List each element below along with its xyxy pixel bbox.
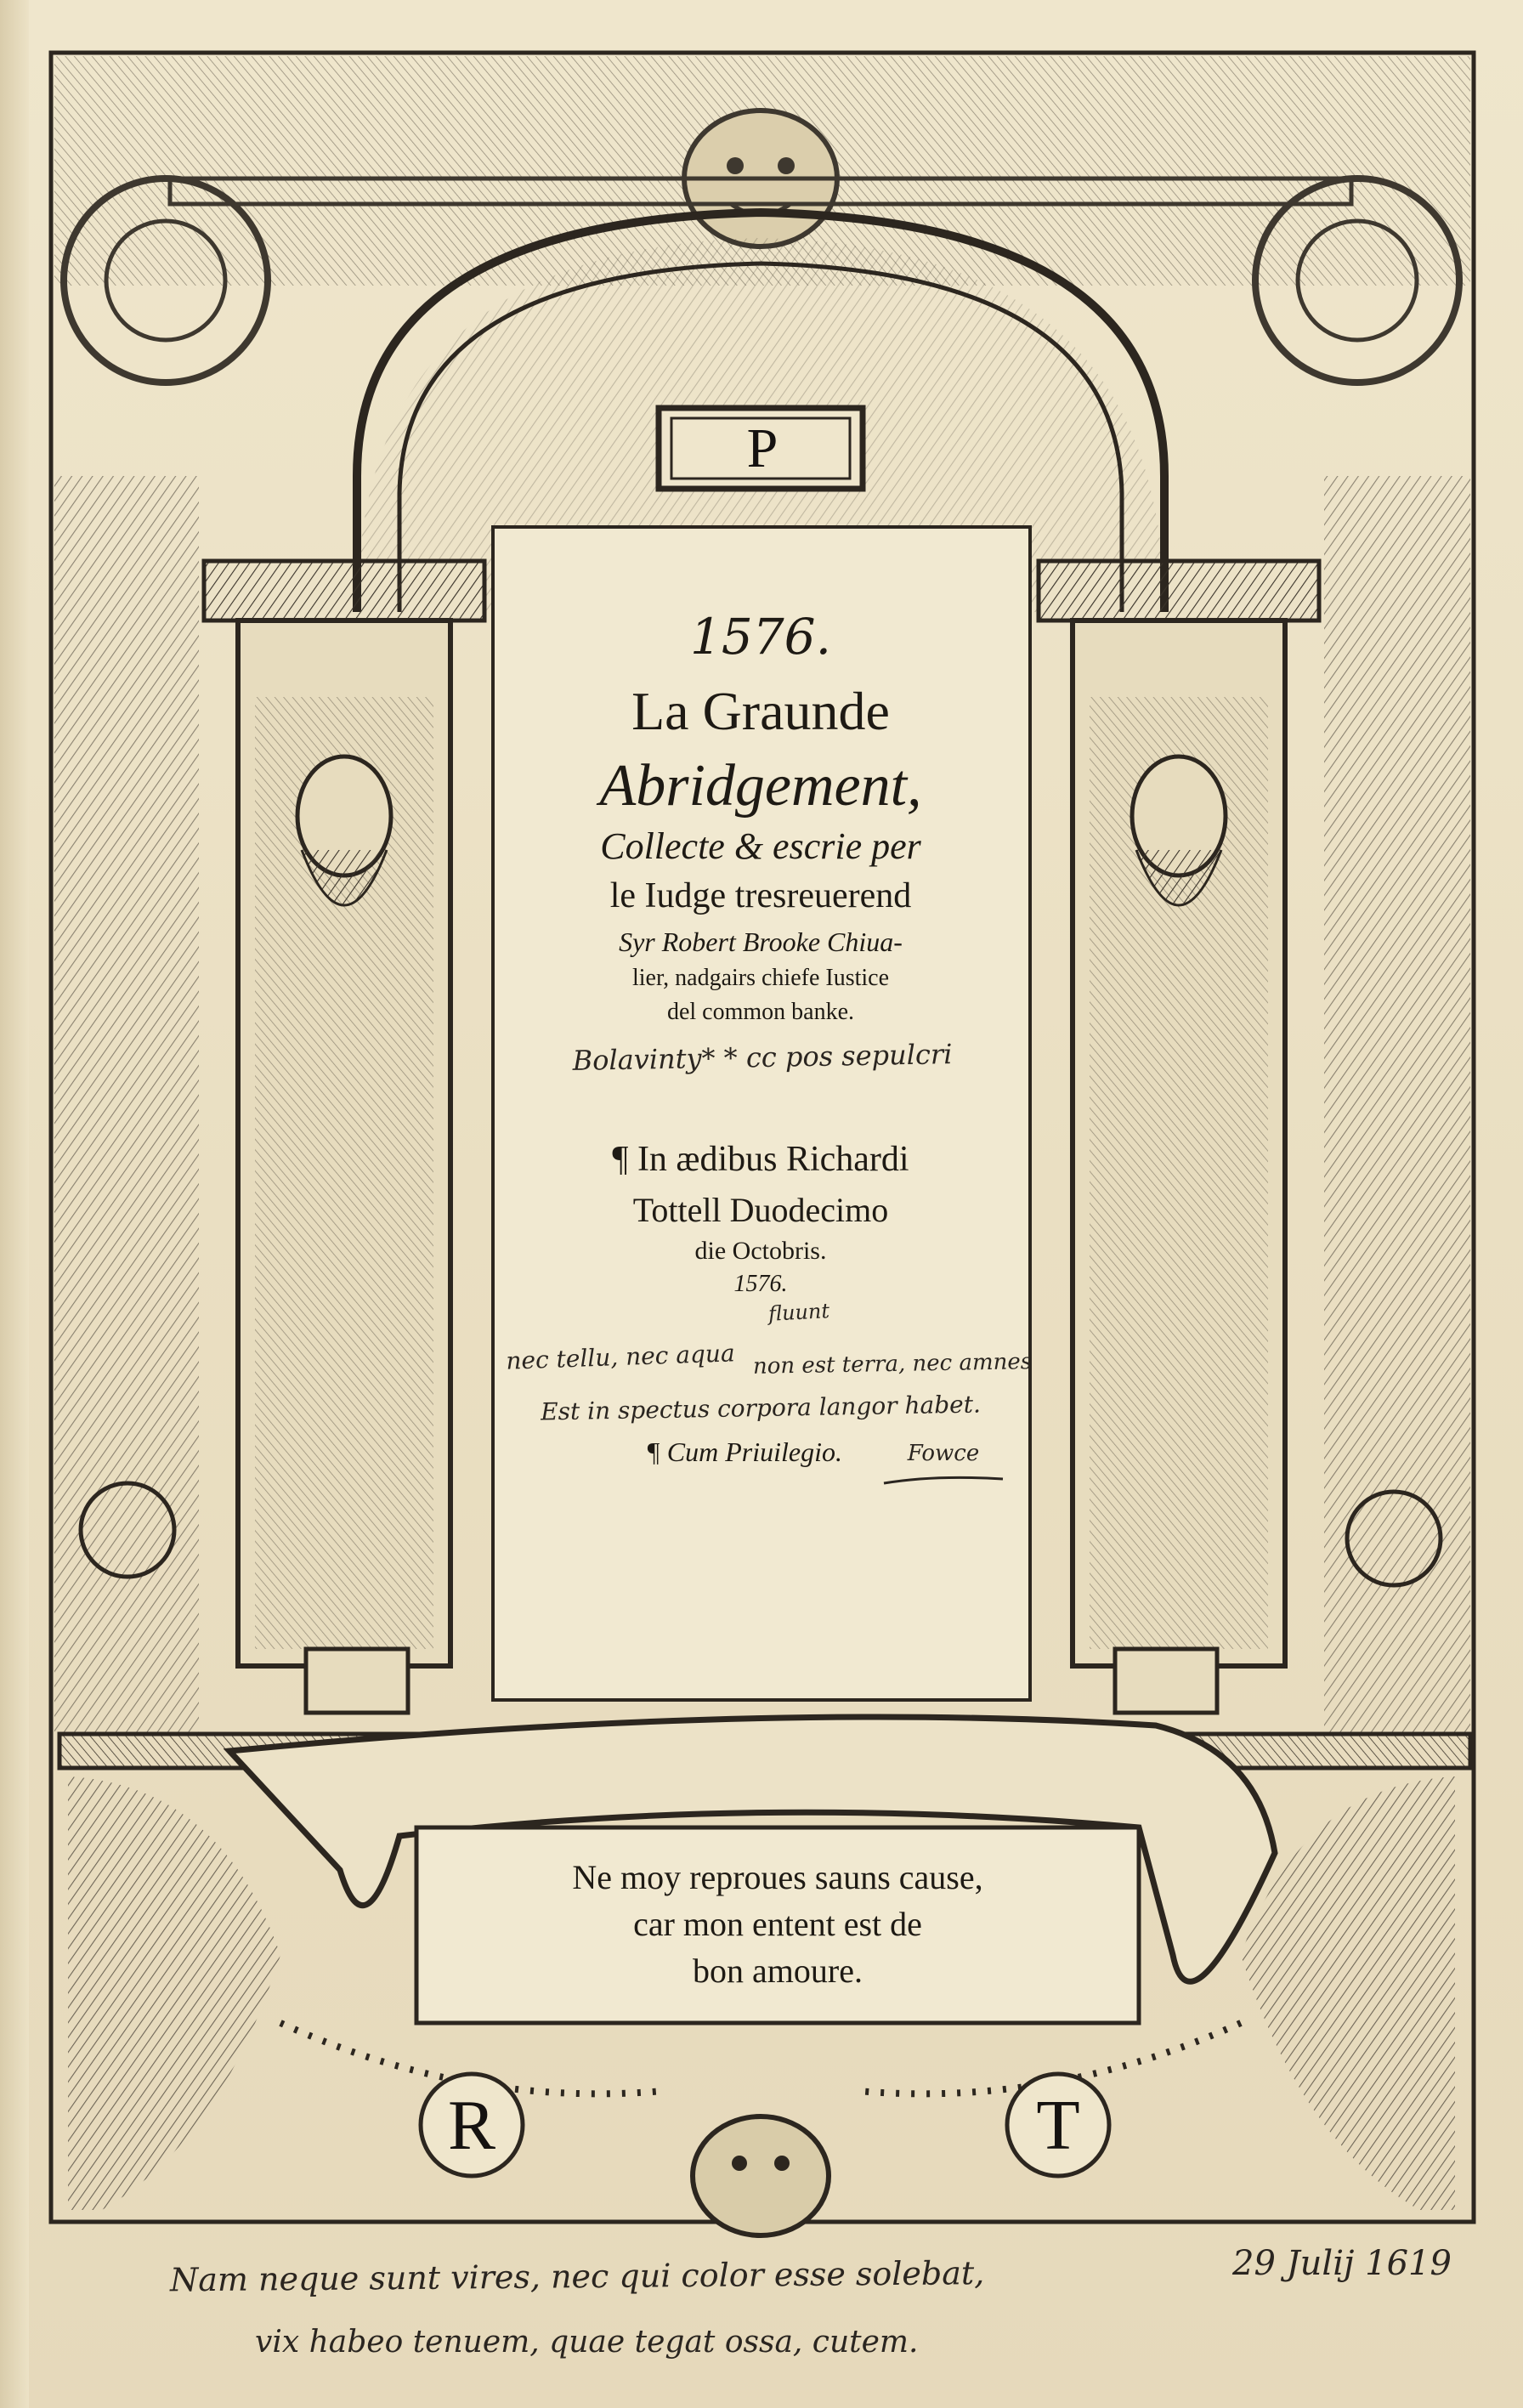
handwritten-privilege-note: Fowce: [907, 1441, 980, 1466]
handwritten-annotation-2b: fluunt: [767, 1299, 830, 1326]
imprint-line-1: ¶ In ædibus Richardi: [612, 1140, 909, 1179]
handwritten-annotation-3: Est in spectus corpora langor habet.: [540, 1390, 982, 1426]
handwritten-annotation-2a: nec tellu, nec aqua: [505, 1339, 736, 1375]
title-line-1: La Graunde: [631, 681, 890, 741]
imprint-line-2: Tottell Duodecimo: [632, 1191, 889, 1229]
printer-initial-t: T: [1036, 2086, 1080, 2165]
right-pillar: [1039, 561, 1319, 1713]
printer-initial-r: R: [447, 2086, 496, 2165]
subtitle-line-2: le Iudge tresreuerend: [609, 876, 912, 915]
cartouche-letter: P: [746, 417, 778, 479]
left-pillar: [204, 561, 484, 1713]
title-line-2: Abridgement,: [599, 753, 922, 819]
imprint-line-3: die Octobris.: [694, 1237, 827, 1265]
handwritten-annotation-2c: non est terra, nec amnes: [752, 1349, 1033, 1380]
privilege: ¶ Cum Priuilegio.: [646, 1436, 842, 1467]
subtitle-line-1: Collecte & escrie per: [600, 825, 921, 867]
motto-line-3: bon amoure.: [693, 1952, 863, 1990]
author-line-2: lier, nadgairs chiefe Iustice: [631, 965, 890, 991]
motto-line-2: car mon entent est de: [633, 1905, 922, 1943]
title-year: 1576.: [689, 608, 832, 666]
imprint-year: 1576.: [733, 1271, 788, 1297]
author-line-3: del common banke.: [666, 999, 855, 1025]
handwritten-annotation-1: Bolavinty* * cc pos sepulcri: [572, 1038, 953, 1077]
handwritten-date: 29 Julij 1619: [1232, 2244, 1452, 2283]
motto-line-1: Ne moy reproues sauns cause,: [572, 1858, 983, 1896]
author-line-1: Syr Robert Brooke Chiua-: [619, 926, 903, 957]
handwritten-bottom-line-2: vix habeo tenuem, quae tegat ossa, cutem.: [255, 2325, 919, 2360]
handwritten-bottom-line-1: Nam neque sunt vires, nec qui color esse solebat,: [169, 2254, 985, 2299]
